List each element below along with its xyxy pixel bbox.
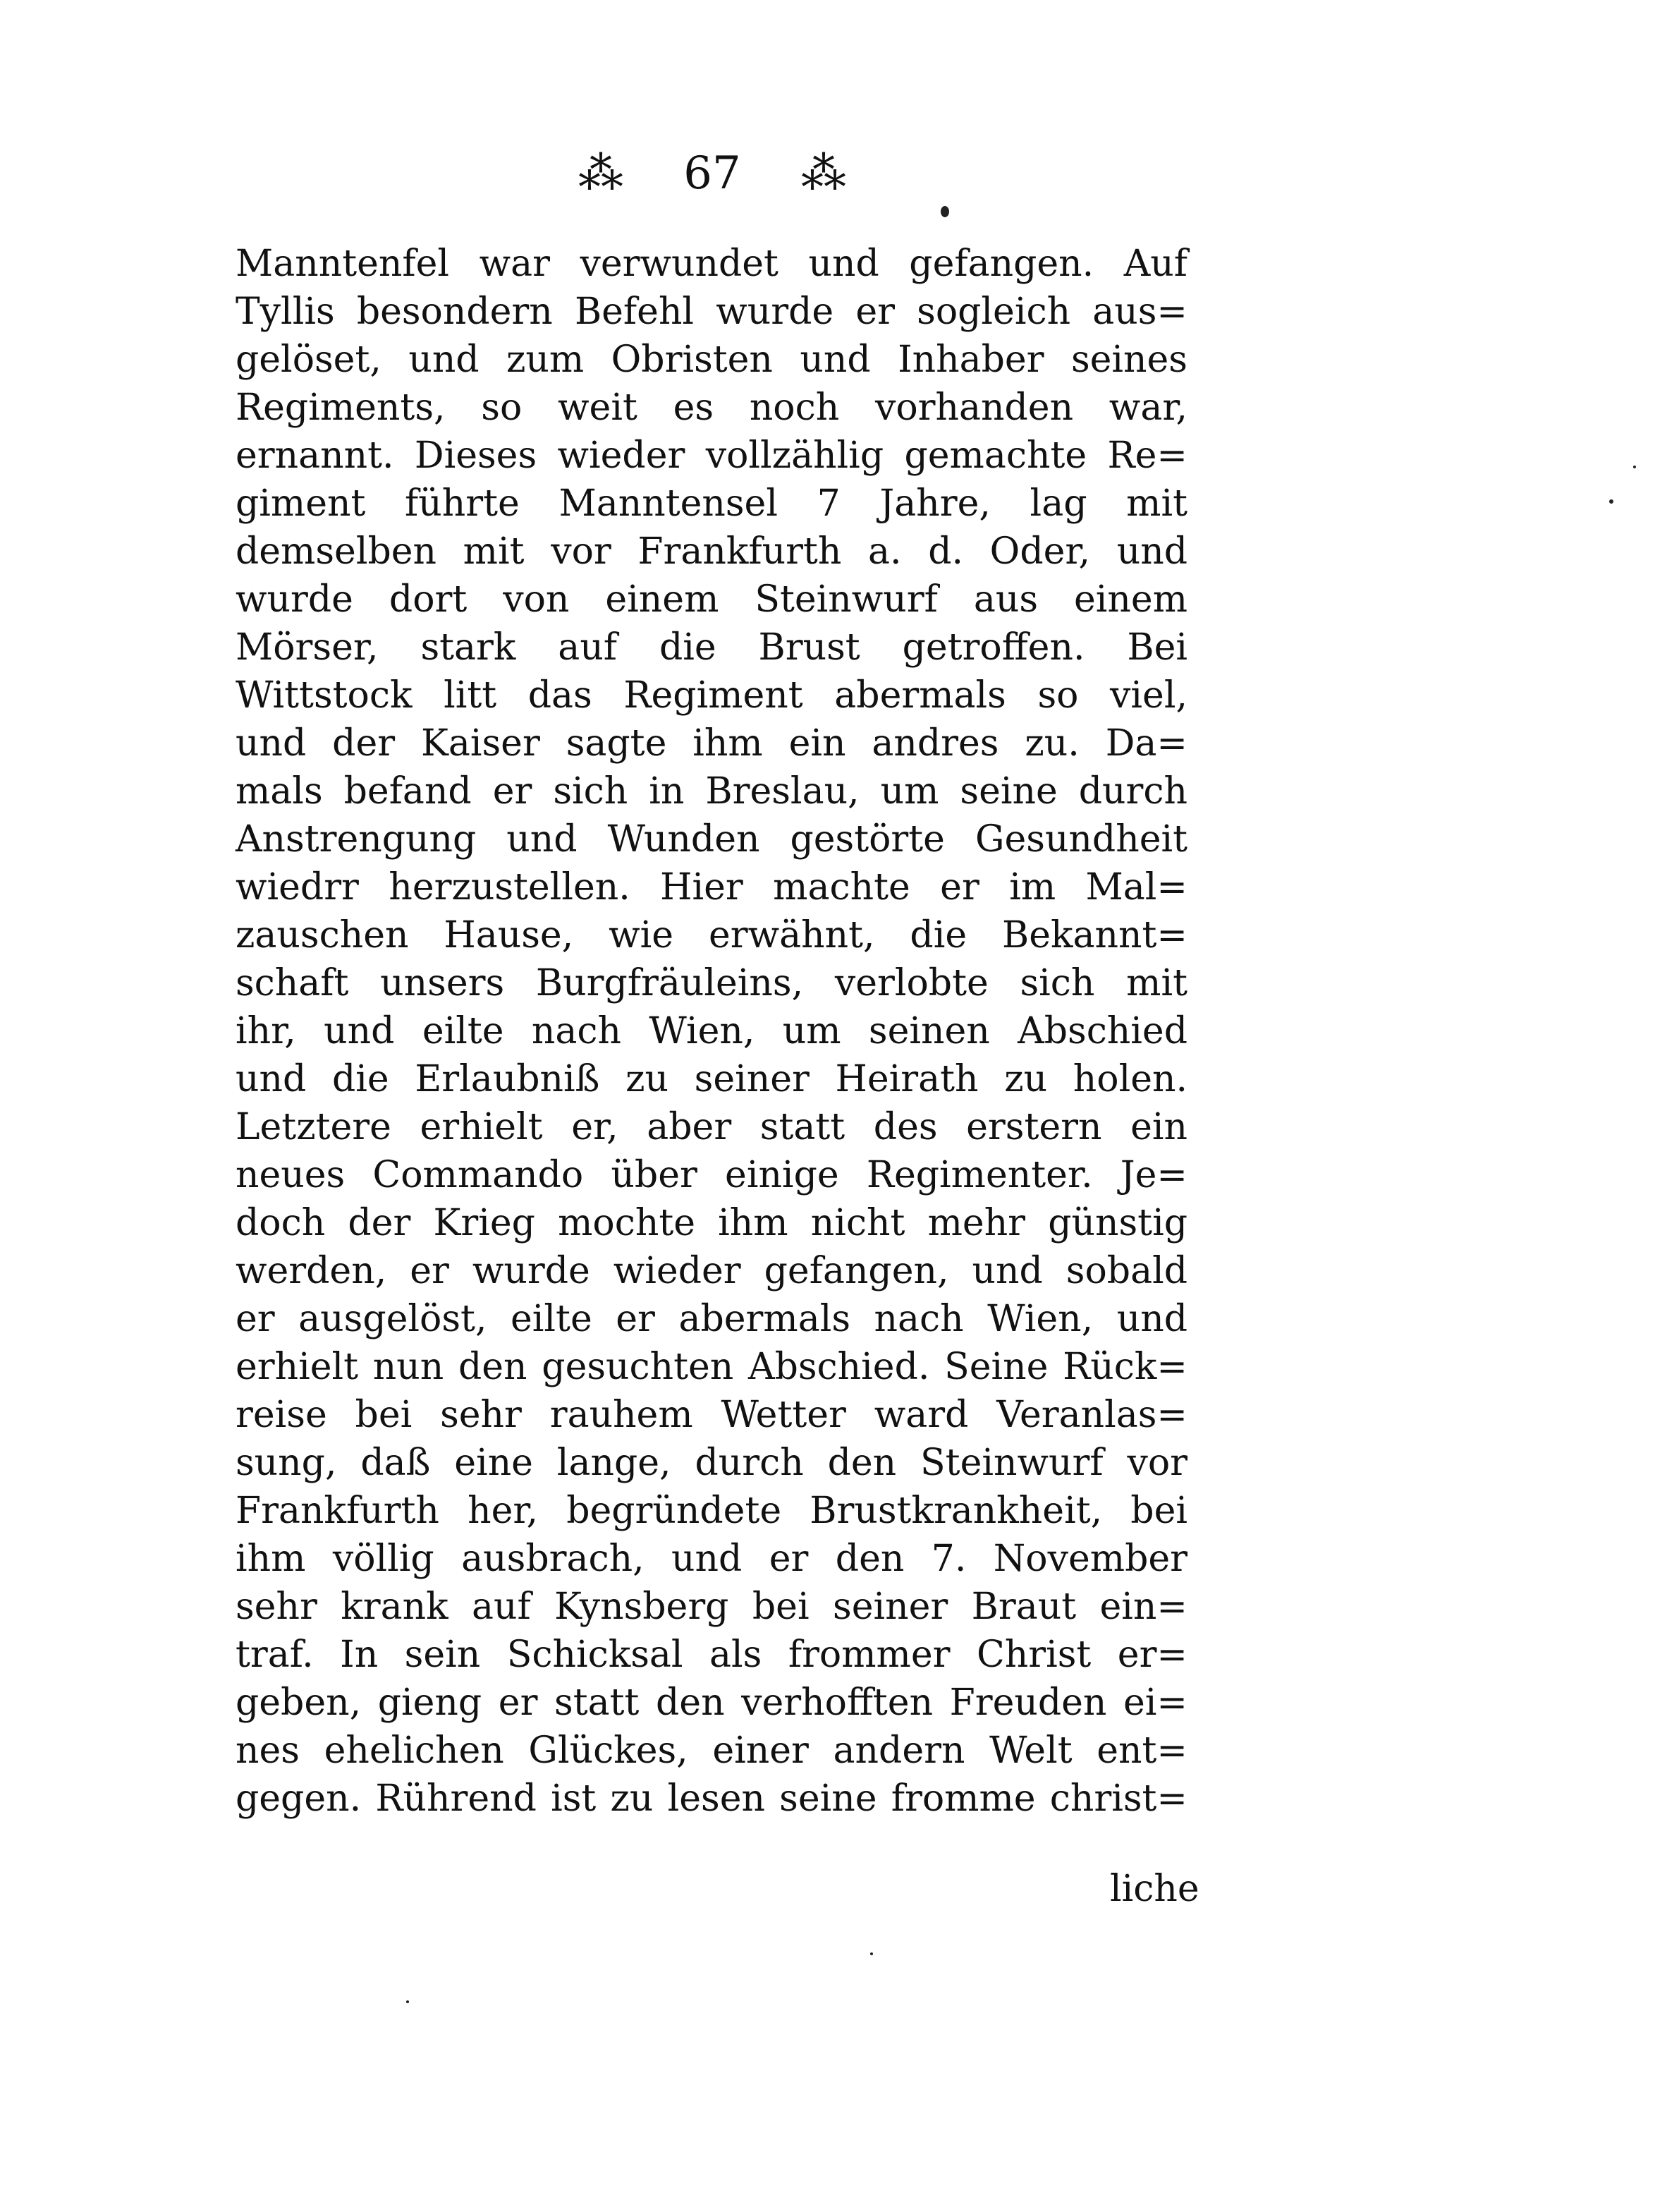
body-text (236, 240, 1187, 1823)
text-line: doch der Krieg mochte ihm nicht mehr günstig (236, 1202, 1187, 1244)
text-line: ihm völlig ausbrach, und er den 7. November (236, 1538, 1187, 1580)
text-line: reise bei sehr rauhem Wetter ward Veranlas= (236, 1394, 1187, 1436)
text-line: er ausgelöst, eilte er abermals nach Wien, und (236, 1298, 1187, 1340)
text-line: giment führte Manntensel 7 Jahre, lag mit (236, 482, 1187, 525)
text-line: Tyllis besondern Befehl wurde er sogleich aus= (236, 291, 1187, 333)
text-line: geben, gieng er statt den verhofften Freuden ei= (236, 1682, 1187, 1724)
text-line: Frankfurth her, begründete Brustkrankheit, bei (236, 1490, 1187, 1532)
text-line: schaft unsers Burgfräuleins, verlobte sich mit (236, 962, 1187, 1004)
ink-speck (1609, 499, 1613, 504)
text-line: wurde dort von einem Steinwurf aus einem (236, 578, 1187, 621)
text-line: neues Commando über einige Regimenter. Je= (236, 1154, 1187, 1196)
text-line: gelöset, und zum Obristen und Inhaber seines (236, 339, 1187, 381)
catchword: liche (1110, 1868, 1199, 1910)
asterism-ornament-icon: ⁂ (578, 147, 623, 200)
text-line: Mörser, stark auf die Brust getroffen. Bei (236, 626, 1187, 669)
text-line: wiedrr herzustellen. Hier machte er im Mal= (236, 866, 1187, 909)
text-line: werden, er wurde wieder gefangen, und sobald (236, 1250, 1187, 1292)
text-line: und die Erlaubniß zu seiner Heirath zu holen. (236, 1058, 1187, 1100)
text-line: ihr, und eilte nach Wien, um seinen Abschied (236, 1010, 1187, 1052)
ink-speck (406, 2000, 409, 2003)
text-line: nes ehelichen Glückes, einer andern Welt ent= (236, 1730, 1187, 1772)
text-line: zauschen Hause, wie erwähnt, die Bekannt= (236, 914, 1187, 956)
text-line: Letztere erhielt er, aber statt des erstern ein (236, 1106, 1187, 1148)
ink-speck (870, 1952, 873, 1955)
page-header (578, 138, 846, 209)
text-line: sung, daß eine lange, durch den Steinwurf vor (236, 1442, 1187, 1484)
ink-speck (1633, 466, 1636, 468)
text-line: traf. In sein Schicksal als frommer Christ er= (236, 1634, 1187, 1676)
text-line: mals befand er sich in Breslau, um seine durch (236, 770, 1187, 813)
ink-speck (941, 206, 949, 217)
text-line: demselben mit vor Frankfurth a. d. Oder, und (236, 530, 1187, 573)
text-line: erhielt nun den gesuchten Abschied. Seine Rück= (236, 1346, 1187, 1388)
text-line: sehr krank auf Kynsberg bei seiner Braut ein= (236, 1586, 1187, 1628)
text-line: gegen. Rührend ist zu lesen seine fromme christ= (236, 1778, 1187, 1820)
text-line: und der Kaiser sagte ihm ein andres zu. Da= (236, 722, 1187, 765)
text-line: Regiments, so weit es noch vorhanden war, (236, 387, 1187, 429)
text-line: Wittstock litt das Regiment abermals so viel, (236, 674, 1187, 717)
text-line: ernannt. Dieses wieder vollzählig gemachte Re= (236, 435, 1187, 477)
text-line: Manntenfel war verwundet und gefangen. Auf (236, 243, 1187, 285)
asterism-ornament-icon: ⁂ (801, 147, 846, 200)
page-number: 67 (683, 147, 741, 200)
text-line: Anstrengung und Wunden gestörte Gesundheit (236, 818, 1187, 861)
